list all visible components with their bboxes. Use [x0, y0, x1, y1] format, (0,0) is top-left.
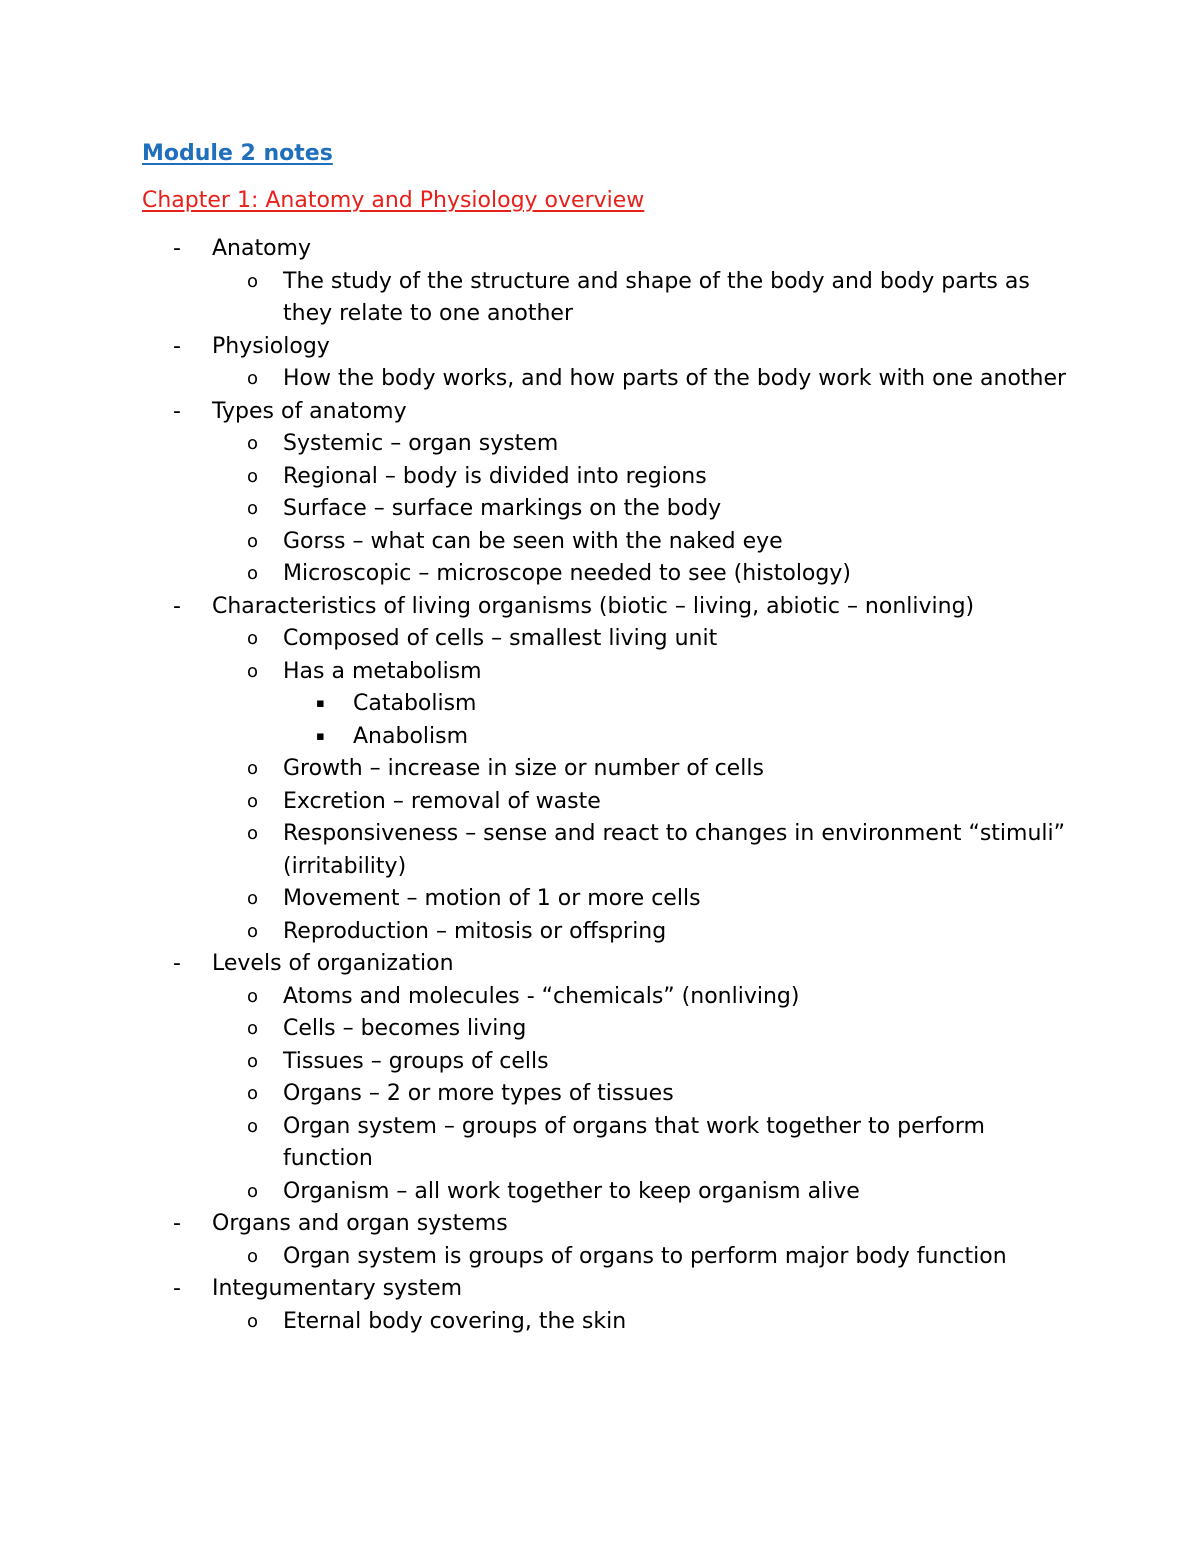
circle-bullet-icon: o [247, 985, 259, 1007]
outline-item [0, 1208, 1200, 1241]
circle-bullet-icon: o [247, 368, 259, 389]
dash-bullet-icon: - [173, 333, 181, 359]
outline-subitem [0, 363, 1200, 396]
circle-bullet-icon: o [247, 465, 259, 487]
square-bullet-icon: ▪ [316, 696, 325, 711]
outline-text: Levels of organization [212, 951, 454, 976]
outline-subitem [0, 656, 1200, 689]
outline-subitem [0, 1176, 1200, 1209]
outline-text: Composed of cells – smallest living unit [283, 626, 718, 651]
outline-text: Organ system is groups of organs to perform major body function [283, 1243, 1007, 1269]
outline-text: Gorss – what can be seen with the naked eye [283, 528, 783, 554]
circle-bullet-icon: o [247, 1310, 259, 1332]
chapter-heading: Chapter 1: Anatomy and Physiology overview [142, 188, 645, 213]
dash-bullet-icon: - [173, 593, 181, 619]
circle-bullet-icon: o [247, 1050, 259, 1072]
outline-text: Integumentary system [212, 1276, 463, 1301]
outline-subitem [0, 981, 1200, 1014]
outline-subitem [0, 1111, 1200, 1176]
outline-text: Organs and organ systems [212, 1211, 508, 1236]
outline-subsubitem [0, 688, 1200, 721]
outline-subitem [0, 493, 1200, 526]
outline-subitem [0, 623, 1200, 656]
outline-subitem [0, 753, 1200, 786]
circle-bullet-icon: o [247, 1018, 259, 1039]
circle-bullet-icon: o [247, 563, 259, 584]
circle-bullet-icon: o [247, 530, 259, 552]
circle-bullet-icon: o [247, 1083, 259, 1104]
outline-text: Types of anatomy [212, 398, 407, 424]
dash-bullet-icon: - [173, 1211, 181, 1236]
outline-text: Regional – body is divided into regions [283, 463, 707, 489]
dash-bullet-icon: - [173, 398, 181, 424]
outline-text: Movement – motion of 1 or more cells [283, 886, 701, 911]
circle-bullet-icon: o [247, 1245, 259, 1267]
outline-subitem [0, 916, 1200, 949]
outline-subitem [0, 461, 1200, 494]
outline-subitem [0, 1306, 1200, 1339]
circle-bullet-icon: o [247, 888, 259, 909]
outline-text: Responsiveness – sense and react to changes in environment “stimuli” (irritability) [283, 821, 1066, 879]
circle-bullet-icon: o [247, 823, 259, 844]
outline-text: Growth – increase in size or number of cells [283, 756, 764, 781]
outline-text: Catabolism [353, 691, 477, 716]
outline-text: Anatomy [212, 236, 312, 261]
outline-item [0, 1273, 1200, 1306]
circle-bullet-icon: o [247, 1115, 259, 1137]
page-title: Module 2 notes [142, 141, 333, 166]
outline-subitem [0, 786, 1200, 819]
outline-item [0, 331, 1200, 364]
outline-subitem [0, 428, 1200, 461]
outline-subitem [0, 883, 1200, 916]
circle-bullet-icon: o [247, 790, 259, 812]
outline-subitem [0, 266, 1200, 331]
outline-text: Physiology [212, 333, 330, 359]
outline-text: Organ system – groups of organs that work together to perform function [283, 1113, 985, 1171]
outline-text: Tissues – groups of cells [283, 1048, 549, 1074]
outline-text: The study of the structure and shape of the body and body parts as they relate to one another [283, 268, 1030, 326]
outline-subitem [0, 1013, 1200, 1046]
dash-bullet-icon: - [173, 236, 181, 261]
dash-bullet-icon: - [173, 951, 181, 976]
outline-text: Characteristics of living organisms (biotic – living, abiotic – nonliving) [212, 593, 975, 619]
outline-item [0, 591, 1200, 624]
circle-bullet-icon: o [247, 433, 259, 454]
circle-bullet-icon: o [247, 660, 259, 682]
outline-subitem [0, 1078, 1200, 1111]
circle-bullet-icon: o [247, 628, 259, 649]
circle-bullet-icon: o [247, 498, 259, 519]
outline-item [0, 396, 1200, 429]
outline-subitem [0, 1241, 1200, 1274]
outline-subitem [0, 558, 1200, 591]
outline-text: Anabolism [353, 723, 469, 749]
outline-subitem [0, 818, 1200, 883]
outline-item [0, 233, 1200, 266]
outline-item [0, 948, 1200, 981]
outline-text: Surface – surface markings on the body [283, 496, 722, 521]
outline-subitem [0, 526, 1200, 559]
outline-subsubitem [0, 721, 1200, 754]
notes-outline [0, 233, 1200, 1338]
outline-text: Has a metabolism [283, 658, 482, 684]
outline-text: Organism – all work together to keep organism alive [283, 1178, 860, 1204]
circle-bullet-icon: o [247, 920, 259, 942]
circle-bullet-icon: o [247, 758, 259, 779]
outline-text: How the body works, and how parts of the body work with one another [283, 366, 1067, 391]
square-bullet-icon: ▪ [316, 728, 325, 744]
circle-bullet-icon: o [247, 1180, 259, 1202]
outline-text: Systemic – organ system [283, 431, 559, 456]
outline-subitem [0, 1046, 1200, 1079]
circle-bullet-icon: o [247, 270, 259, 292]
outline-text: Eternal body covering, the skin [283, 1308, 627, 1334]
outline-text: Atoms and molecules - “chemicals” (nonliving) [283, 983, 800, 1009]
outline-text: Microscopic – microscope needed to see (histology) [283, 561, 851, 586]
outline-text: Excretion – removal of waste [283, 788, 601, 814]
outline-text: Reproduction – mitosis or offspring [283, 918, 667, 944]
dash-bullet-icon: - [173, 1276, 181, 1301]
outline-text: Cells – becomes living [283, 1016, 527, 1041]
outline-text: Organs – 2 or more types of tissues [283, 1081, 674, 1106]
